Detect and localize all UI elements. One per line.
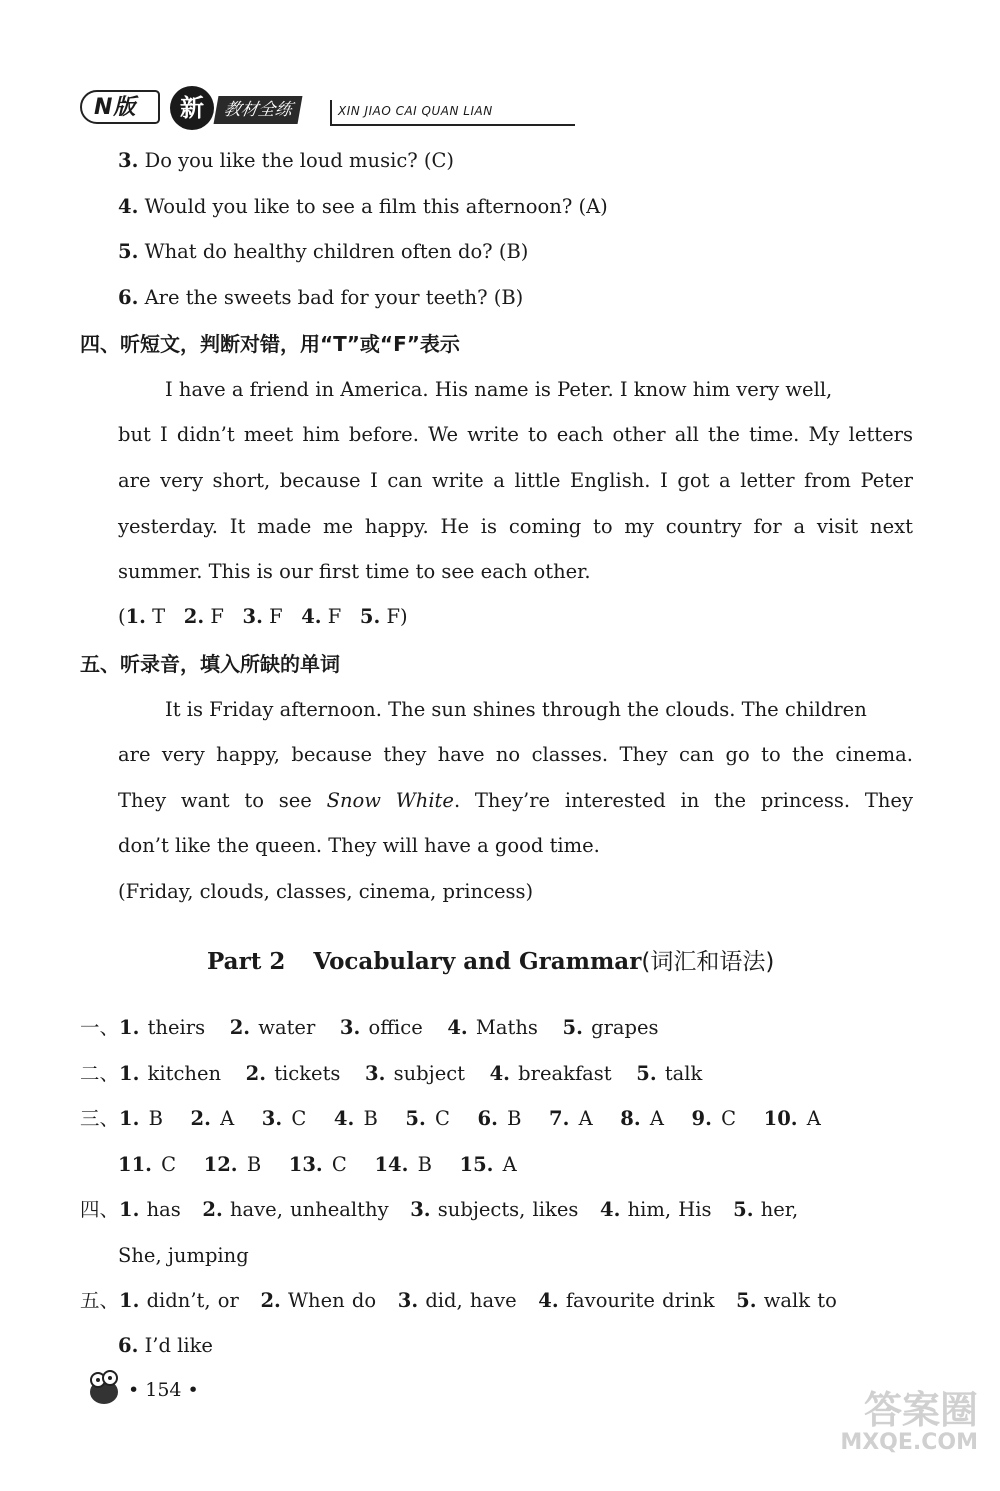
question-number: 4. xyxy=(118,195,139,218)
header-rule xyxy=(330,124,575,126)
watermark: 答案圈 MXQE.COM xyxy=(840,1388,978,1455)
section-5-title: 五、听录音，填入所缺的单词 xyxy=(80,652,340,676)
question-number: 5. xyxy=(118,240,139,263)
list-item xyxy=(118,194,608,220)
answer-row-5b: 6. I’d like xyxy=(118,1334,213,1357)
answer-row-1: 一、1. theirs 2. water 3. office 4. Maths 5. grapes xyxy=(80,1016,659,1039)
answer-row-3b: 11. C 12. B 13. C 14. B 15. A xyxy=(118,1153,517,1176)
question-text: Would you like to see a film this afternoon? (A) xyxy=(144,195,608,218)
passage-line: yesterday. It made me happy. He is coming to my country for a visit next xyxy=(118,515,913,538)
passage-line: I have a friend in America. His name is Peter. I know him very well, xyxy=(165,378,833,401)
passage-line: They want to see Snow White. They’re interested in the princess. They xyxy=(118,789,913,812)
list-item xyxy=(118,239,528,265)
answer-row-2: 二、1. kitchen 2. tickets 3. subject 4. breakfast 5. talk xyxy=(80,1062,703,1085)
question-number: 6. xyxy=(118,286,139,309)
passage-line: are very happy, because they have no classes. They can go to the cinema. xyxy=(118,743,913,766)
passage-line: are very short, because I can write a little English. I got a letter from Peter xyxy=(118,469,913,492)
part-2-title: Part 2 Vocabulary and Grammar(词汇和语法) xyxy=(207,948,775,975)
series-pinyin: XIN JIAO CAI QUAN LIAN xyxy=(338,104,493,118)
edition-badge: N版 xyxy=(80,90,160,124)
passage-line: summer. This is our first time to see each other. xyxy=(118,560,591,583)
section-5-answers: (Friday, clouds, classes, cinema, princess) xyxy=(118,880,534,903)
section-4-title: 四、听短文，判断对错，用“T”或“F”表示 xyxy=(80,332,460,356)
passage-line: but I didn’t meet him before. We write to each other all the time. My letters xyxy=(118,423,913,446)
question-text: Do you like the loud music? (C) xyxy=(144,149,455,172)
answer-row-4: 四、1. has 2. have, unhealthy 3. subjects, likes 4. him, His 5. her, xyxy=(80,1198,799,1221)
answer-row-5: 五、1. didn’t, or 2. When do 3. did, have 4. favourite drink 5. walk to xyxy=(80,1289,837,1312)
list-item xyxy=(118,148,454,174)
question-number: 3. xyxy=(118,149,139,172)
header-divider xyxy=(330,100,332,126)
page-header xyxy=(80,82,580,132)
question-text: What do healthy children often do? (B) xyxy=(144,240,529,263)
series-title: 教材全练 xyxy=(214,96,303,124)
passage-line: It is Friday afternoon. The sun shines through the clouds. The children xyxy=(165,698,867,721)
page-number: • 154 • xyxy=(128,1379,199,1401)
answer-row-3: 三、1. B 2. A 3. C 4. B 5. C 6. B 7. A 8. A 9. C 10. A xyxy=(80,1107,821,1130)
question-text: Are the sweets bad for your teeth? (B) xyxy=(144,286,524,309)
mascot-icon xyxy=(84,1366,124,1408)
xin-badge: 新 xyxy=(170,86,214,130)
answer-row-4b: She, jumping xyxy=(118,1244,249,1267)
section-4-answers: (1. T 2. F 3. F 4. F 5. F) xyxy=(118,605,408,628)
list-item xyxy=(118,285,523,311)
passage-line: don’t like the queen. They will have a good time. xyxy=(118,834,600,857)
